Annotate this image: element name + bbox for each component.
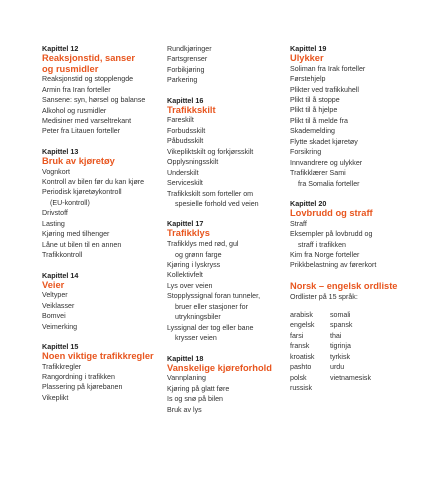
chapter-number: Kapittel 14 <box>42 270 79 280</box>
toc-entry: Parkering <box>167 76 198 85</box>
chapter-section <box>290 44 430 189</box>
toc-entry: fra Somalia forteller <box>298 179 360 188</box>
toc-entry: Fartsgrenser <box>167 55 208 64</box>
chapter-section <box>42 44 154 137</box>
language-item: engelsk <box>290 321 315 330</box>
language-item: somali <box>330 310 351 319</box>
chapter-section <box>42 342 154 403</box>
chapter-title: Noen viktige trafikkregler <box>42 350 154 361</box>
chapter-title: Trafikklys <box>167 228 210 239</box>
chapter-title: og rusmidler <box>42 63 99 74</box>
toc-entry: Trafikkontroll <box>42 251 83 260</box>
toc-entry: Reaksjonstid og stopplengde <box>42 75 134 84</box>
toc-column-1 <box>42 44 154 413</box>
toc-entry: Påbudsskilt <box>167 137 204 146</box>
toc-entry: Kim fra Norge forteller <box>290 250 360 259</box>
toc-entry: Vikepliktskilt og forkjørsskilt <box>167 147 254 156</box>
toc-entry: Sansene: syn, hørsel og balanse <box>42 96 146 105</box>
toc-entry: Plikter ved trafikkuhell <box>290 85 359 94</box>
toc-entry: Plassering på kjørebanen <box>42 383 123 392</box>
toc-entry: Alkohol og rusmidler <box>42 106 107 115</box>
toc-entry: krysser veien <box>175 334 217 343</box>
toc-entry: Is og snø på bilen <box>167 395 223 404</box>
language-item: urdu <box>330 363 345 372</box>
toc-entry: Opplysningsskilt <box>167 158 219 167</box>
toc-entry: Peter fra Litauen forteller <box>42 127 121 136</box>
toc-entry: Drivstoff <box>42 209 68 218</box>
toc-entry: Eksempler på lovbrudd og <box>290 230 373 239</box>
chapter-title: Veier <box>42 279 65 290</box>
chapter-title: Trafikkskilt <box>167 104 216 115</box>
language-item: pashto <box>290 363 312 372</box>
toc-entry: Vannplaning <box>167 374 206 383</box>
toc-entry: Bruk av lys <box>167 405 202 414</box>
toc-entry: Stopplyssignal foran tunneler, <box>167 292 261 301</box>
toc-entry: Vikeplikt <box>42 393 69 402</box>
toc-entry: Veltyper <box>42 291 68 300</box>
chapter-section <box>42 147 154 261</box>
toc-entry: Plikt til å stoppe <box>290 95 340 104</box>
toc-entry: Lys over veien <box>167 281 213 290</box>
toc-entry: Kollektivfelt <box>167 271 203 280</box>
toc-entry: Veimerking <box>42 322 78 331</box>
toc-entry: Forbudsskilt <box>167 126 206 135</box>
toc-entry: Kjøring med tilhenger <box>42 230 110 239</box>
chapter-title: Bruk av kjøretøy <box>42 155 115 166</box>
language-item: spansk <box>330 321 353 330</box>
chapter-section <box>167 354 282 415</box>
dictionary-subtitle: Ordlister på 15 språk: <box>290 292 358 301</box>
chapter-section <box>167 219 282 343</box>
language-item: fransk <box>290 342 310 351</box>
toc-entry: Trafikkskilt som forteller om <box>167 189 254 198</box>
toc-entry: Fareskilt <box>167 116 194 125</box>
toc-entry: Medisiner med varseltrekant <box>42 117 132 125</box>
chapter-number: Kapittel 13 <box>42 146 79 156</box>
dictionary-title: Norsk – engelsk ordliste <box>290 280 398 291</box>
toc-entry: Prikkbelastning av førerkort <box>290 261 377 270</box>
chapter-section <box>42 271 154 332</box>
chapter-number: Kapittel 19 <box>290 44 327 53</box>
language-item: farsi <box>290 331 304 340</box>
toc-entry: Straff <box>290 219 307 228</box>
toc-entry: Soliman fra Irak forteller <box>290 64 366 73</box>
toc-entry: Trafikklærer Sami <box>290 169 346 178</box>
toc-entry: Kjøring på glatt føre <box>167 384 230 393</box>
language-item: arabisk <box>290 310 313 319</box>
chapter-title: Vanskelige kjøreforhold <box>167 362 272 373</box>
chapter-number: Kapittel 16 <box>167 95 204 105</box>
chapter-title: Ulykker <box>290 53 324 63</box>
toc-entry: straff i trafikken <box>298 240 346 249</box>
toc-entry: Rangordning i trafikken <box>42 373 115 382</box>
language-item: tyrkisk <box>330 352 351 361</box>
chapter-title: Reaksjonstid, sanser <box>42 53 136 63</box>
language-item: russisk <box>290 384 313 393</box>
language-list-left <box>290 310 330 394</box>
toc-entry: Plikt til å hjelpe <box>290 106 338 115</box>
toc-entry: Lasting <box>42 219 65 228</box>
toc-entry: Armin fra Iran forteller <box>42 85 111 94</box>
toc-entry: Underskilt <box>167 168 199 177</box>
toc-entry: utrykningsbiler <box>175 313 221 322</box>
toc-column-2 <box>167 44 282 425</box>
chapter-number: Kapittel 18 <box>167 353 204 363</box>
toc-entry: (EU-kontroll) <box>50 198 90 207</box>
dictionary-section <box>290 281 430 394</box>
toc-entry: Trafikklys med rød, gul <box>167 240 239 249</box>
toc-entry: Kontroll av bilen før du kan kjøre <box>42 177 145 186</box>
chapter-section <box>167 96 282 210</box>
language-item: vietnamesisk <box>330 373 372 382</box>
toc-entry: Periodisk kjøretøykontroll <box>42 188 122 197</box>
toc-entry: Flytte skadet kjøretøy <box>290 137 358 146</box>
language-list-right <box>330 310 400 394</box>
toc-entry: Innvandrere og ulykker <box>290 158 363 167</box>
toc-entry: Bomvei <box>42 312 66 321</box>
chapter-section <box>167 44 282 86</box>
language-item: kroatisk <box>290 352 315 361</box>
toc-entry: bruer eller stasjoner for <box>175 302 248 311</box>
chapter-number: Kapittel 12 <box>42 44 79 53</box>
toc-entry: Kjøring i lyskryss <box>167 260 221 269</box>
toc-entry: Rundkjøringer <box>167 45 212 53</box>
toc-entry: Vognkort <box>42 167 71 176</box>
toc-column-3-chapters <box>290 44 430 271</box>
toc-entry: Plikt til å melde fra <box>290 116 348 125</box>
toc-entry: Førstehjelp <box>290 75 326 84</box>
toc-entry: og grønn farge <box>175 250 222 259</box>
toc-entry: Skademelding <box>290 127 335 136</box>
toc-entry: Serviceskilt <box>167 179 203 188</box>
chapter-title: Lovbrudd og straff <box>290 208 373 219</box>
toc-entry: Trafikkregler <box>42 362 82 371</box>
toc-entry: Forsikring <box>290 148 322 157</box>
chapter-number: Kapittel 15 <box>42 341 79 351</box>
chapter-number: Kapittel 17 <box>167 219 204 229</box>
language-item: polsk <box>290 373 307 382</box>
chapter-number: Kapittel 20 <box>290 199 327 209</box>
toc-entry: spesielle forhold ved veien <box>175 200 259 209</box>
language-list <box>290 310 430 394</box>
toc-entry: Låne ut bilen til en annen <box>42 240 122 249</box>
toc-entry: Veiklasser <box>42 301 75 310</box>
language-item: thai <box>330 331 342 340</box>
chapter-section <box>290 199 430 271</box>
toc-column-3 <box>290 44 430 394</box>
language-item: tigrinja <box>330 342 351 351</box>
toc-entry: Lyssignal der tog eller bane <box>167 323 254 332</box>
toc-entry: Forbikjøring <box>167 65 205 74</box>
